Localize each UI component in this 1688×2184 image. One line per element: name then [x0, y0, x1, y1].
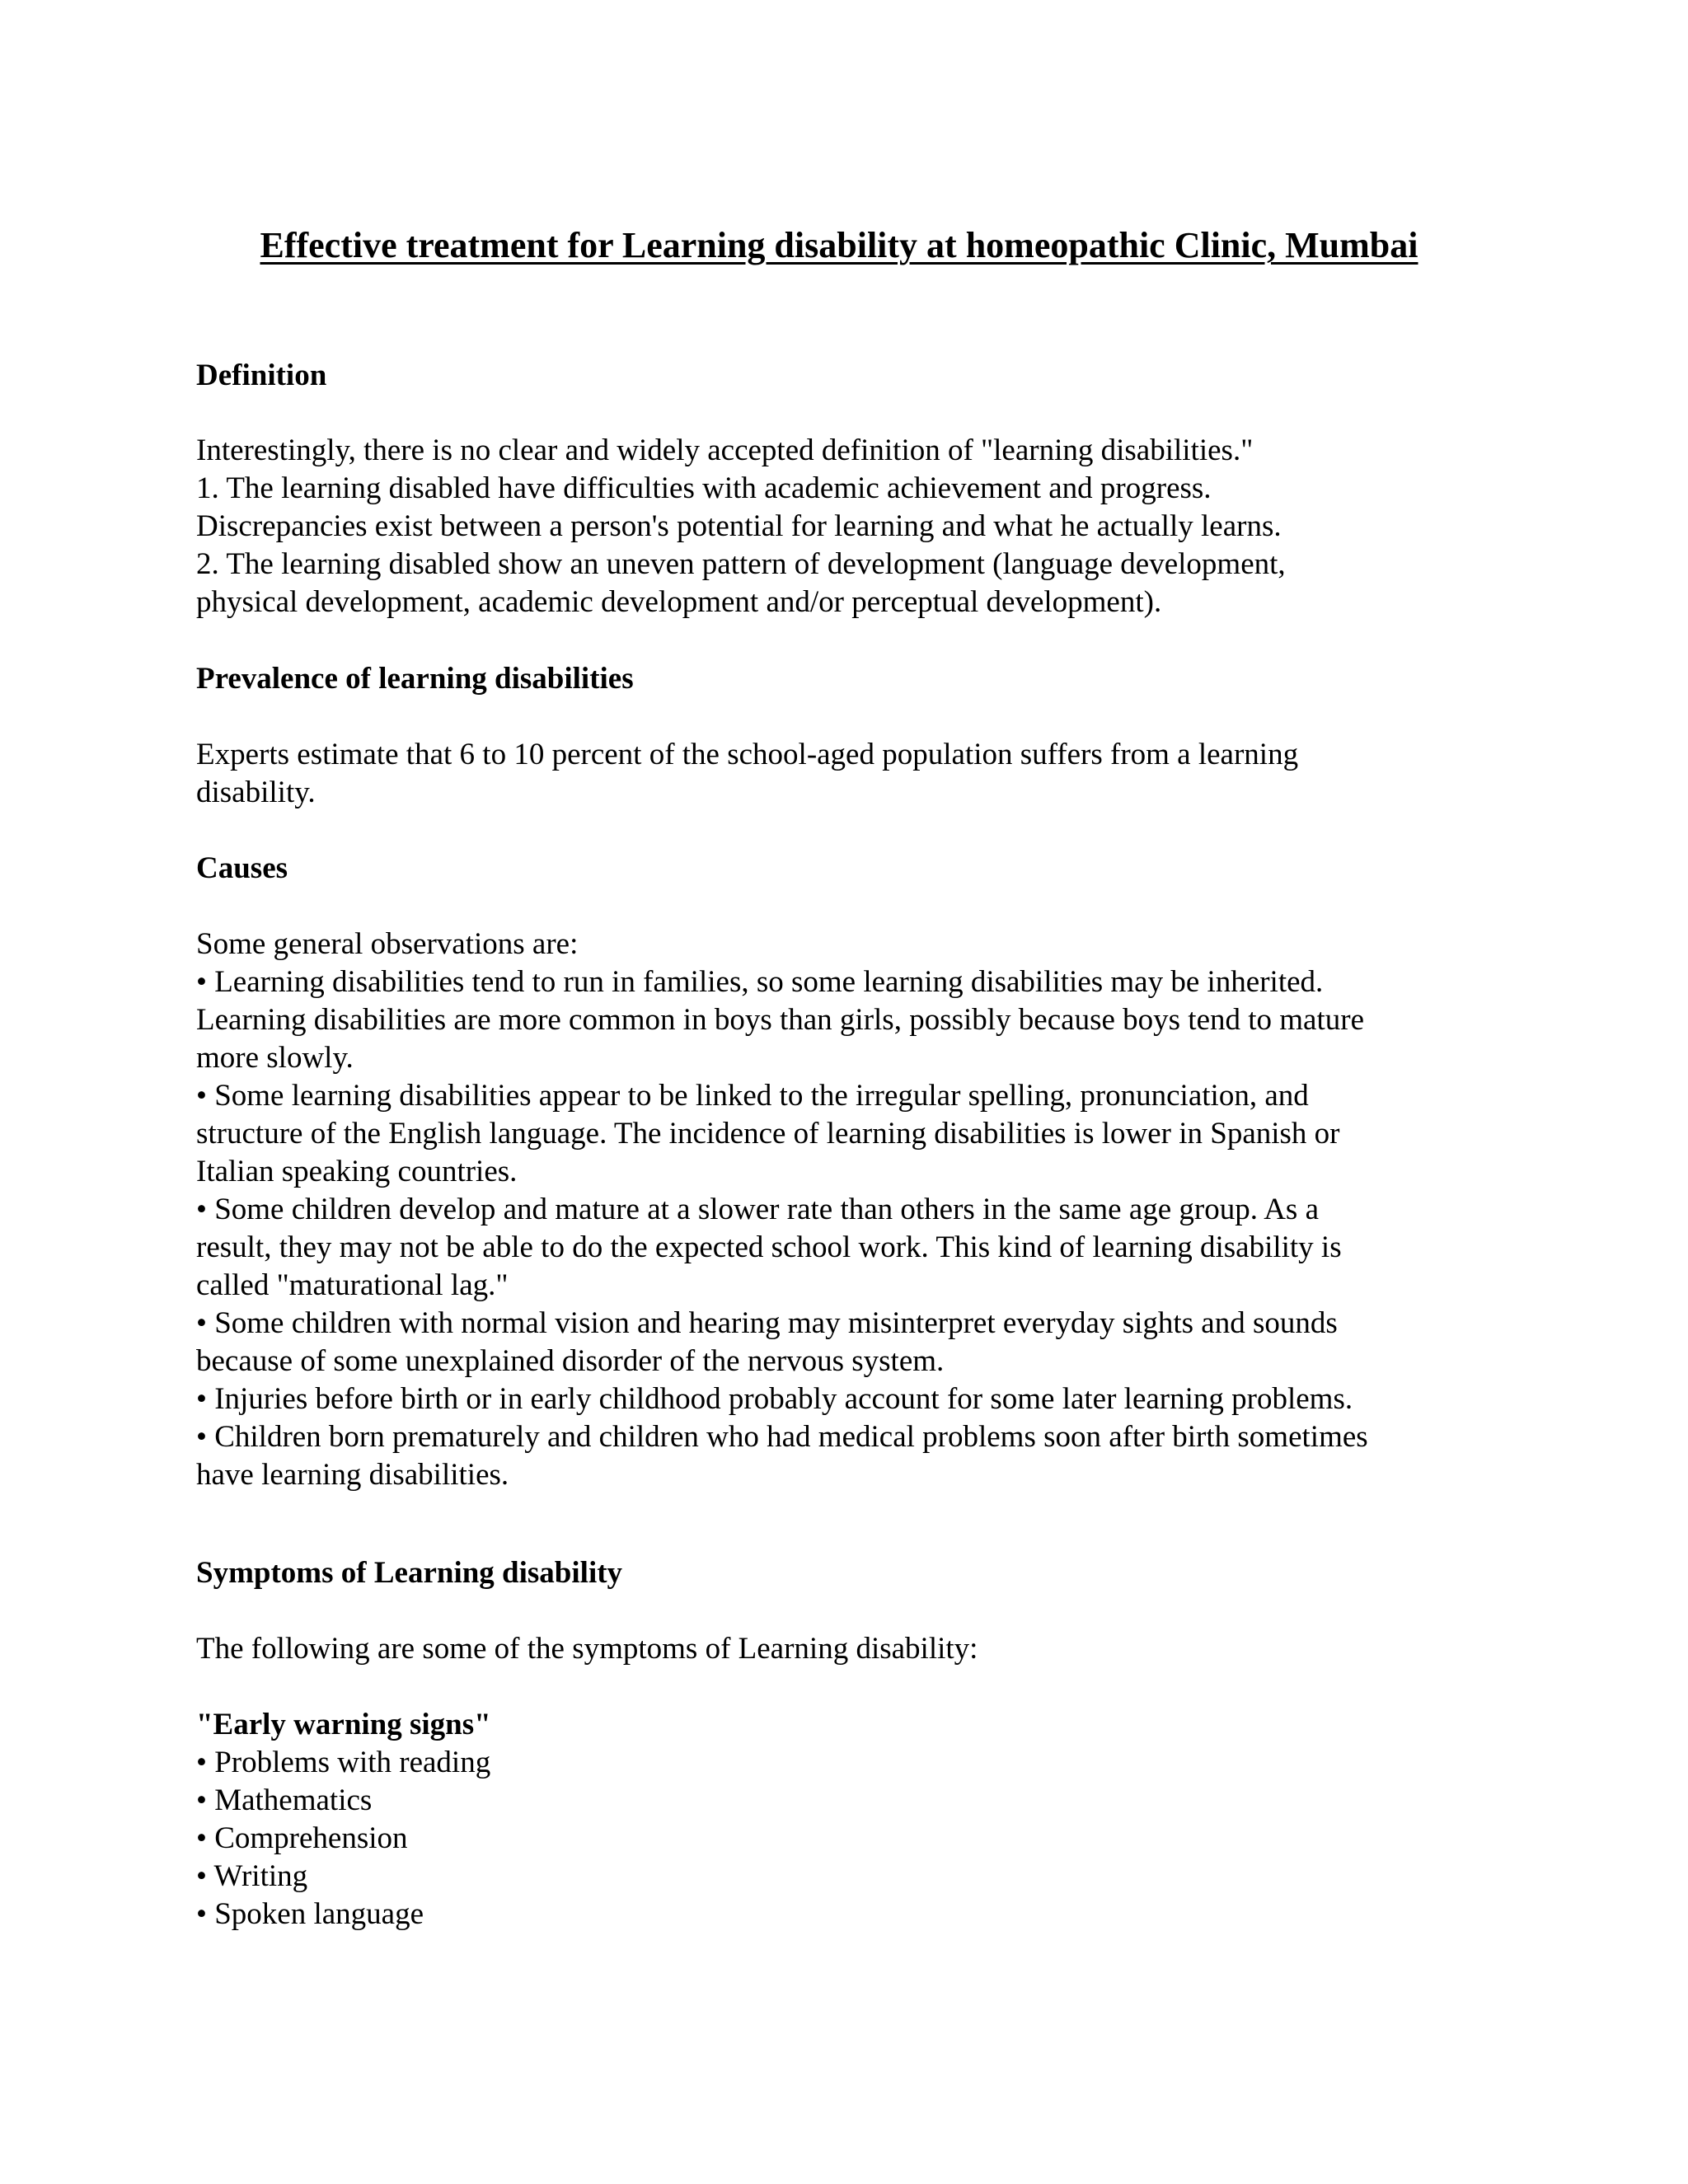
symptom-item: • Problems with reading	[196, 1746, 491, 1779]
symptom-item: • Spoken language	[196, 1897, 424, 1931]
document-page	[196, 0, 1515, 2184]
causes-line: • Injuries before birth or in early childhood probably account for some later learning problems.	[196, 1382, 1353, 1416]
definition-line: Discrepancies exist between a person's potential for learning and what he actually learns.	[196, 509, 1282, 543]
causes-line: Some general observations are:	[196, 927, 579, 961]
prevalence-line: Experts estimate that 6 to 10 percent of the school-aged population suffers from a learning	[196, 738, 1299, 771]
definition-line: Interestingly, there is no clear and widely accepted definition of "learning disabilities."	[196, 434, 1254, 467]
prevalence-heading: Prevalence of learning disabilities	[196, 662, 634, 696]
causes-line: Italian speaking countries.	[196, 1155, 518, 1188]
document-title: Effective treatment for Learning disability at homeopathic Clinic, Mumbai	[260, 225, 1418, 265]
causes-line: • Some children develop and mature at a slower rate than others in the same age group. As a	[196, 1193, 1319, 1226]
symptom-item: • Writing	[196, 1859, 308, 1893]
causes-line: result, they may not be able to do the expected school work. This kind of learning disability is	[196, 1230, 1342, 1264]
causes-text	[196, 926, 1368, 1494]
definition-line: physical development, academic development and/or perceptual development).	[196, 585, 1162, 619]
prevalence-text	[196, 736, 1298, 812]
symptom-item: • Comprehension	[196, 1821, 408, 1855]
causes-line: more slowly.	[196, 1041, 354, 1075]
definition-line: 1. The learning disabled have difficulties with academic achievement and progress.	[196, 471, 1212, 505]
prevalence-line: disability.	[196, 776, 316, 809]
causes-line: • Some children with normal vision and hearing may misinterpret everyday sights and sounds	[196, 1306, 1338, 1340]
symptoms-intro-line: The following are some of the symptoms of Learning disability:	[196, 1632, 978, 1666]
causes-line: called "maturational lag."	[196, 1268, 509, 1302]
causes-line: Learning disabilities are more common in boys than girls, possibly because boys tend to mature	[196, 1003, 1365, 1037]
symptoms-intro	[196, 1630, 978, 1668]
causes-line: have learning disabilities.	[196, 1458, 509, 1492]
early-signs-list	[196, 1706, 491, 1933]
symptoms-heading: Symptoms of Learning disability	[196, 1556, 623, 1590]
causes-line: structure of the English language. The incidence of learning disabilities is lower in Spanish or	[196, 1117, 1340, 1151]
causes-line: • Some learning disabilities appear to be linked to the irregular spelling, pronunciation, and	[196, 1079, 1309, 1113]
causes-line: because of some unexplained disorder of the nervous system.	[196, 1344, 945, 1378]
definition-heading: Definition	[196, 359, 327, 392]
symptom-item: • Mathematics	[196, 1783, 373, 1817]
definition-text	[196, 432, 1286, 621]
causes-heading: Causes	[196, 851, 288, 885]
definition-line: 2. The learning disabled show an uneven pattern of development (language development,	[196, 547, 1286, 581]
causes-line: • Learning disabilities tend to run in families, so some learning disabilities may be inherited.	[196, 965, 1324, 999]
early-signs-heading: "Early warning signs"	[196, 1708, 491, 1741]
causes-line: • Children born prematurely and children who had medical problems soon after birth sometimes	[196, 1420, 1368, 1454]
